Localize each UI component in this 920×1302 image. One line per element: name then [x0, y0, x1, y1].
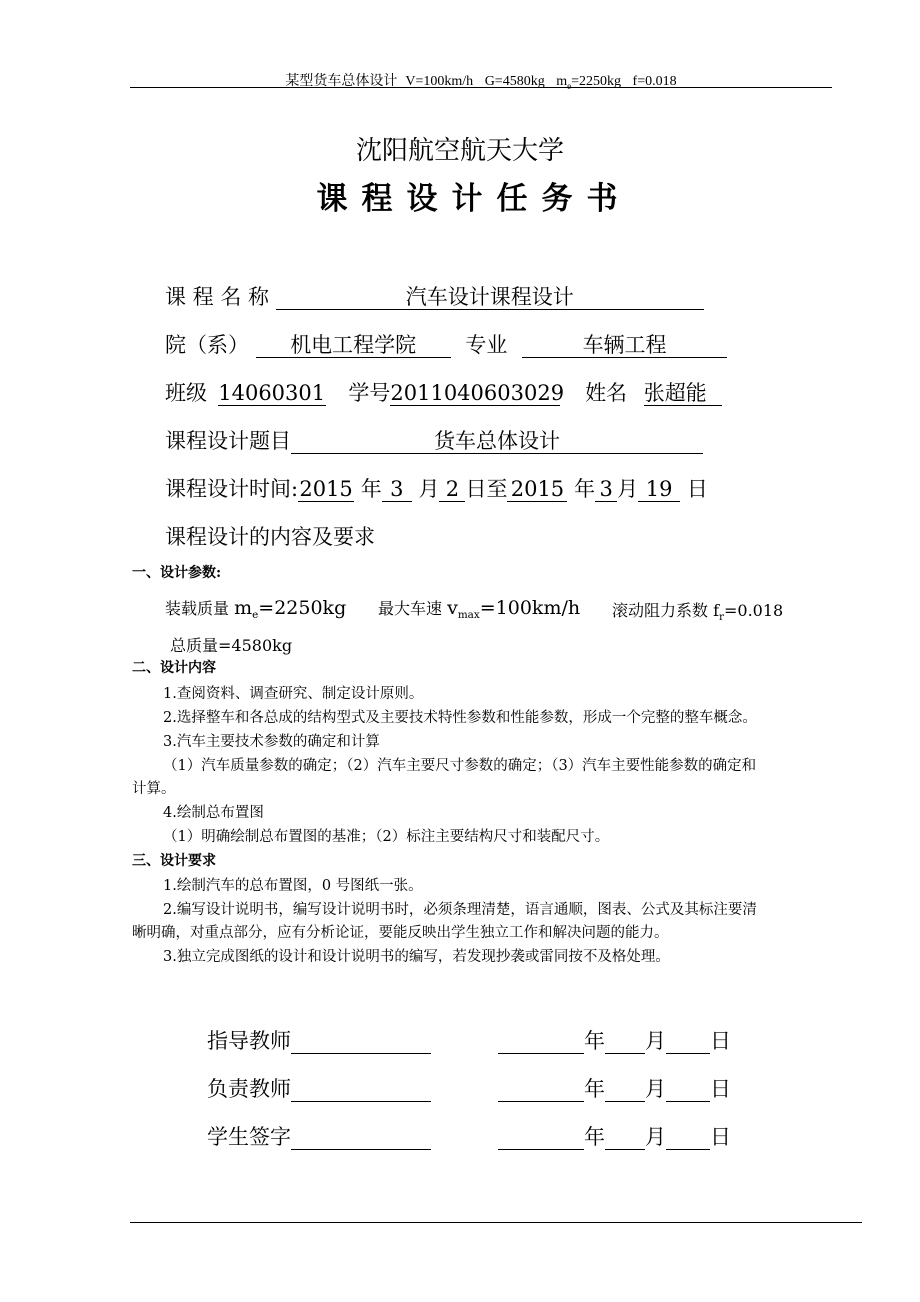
class-label: 班级	[165, 381, 207, 405]
start-day: 2	[439, 477, 465, 502]
start-month: 3	[382, 477, 412, 502]
header-speed: V=100km/h	[405, 74, 474, 89]
footer-rule	[130, 1222, 862, 1223]
list-item: 1.绘制汽车的总布置图，0 号图纸一张。	[163, 878, 423, 894]
date-row: 年 月 日	[498, 1025, 731, 1055]
header-load: $m_e=2250kg$	[556, 74, 622, 91]
list-item: （1）明确绘制总布置图的基准；（2）标注主要结构尺寸和装配尺寸。	[163, 829, 610, 845]
time-label: 课程设计时间:	[165, 477, 299, 501]
department-value: 机电工程学院	[256, 333, 451, 358]
year-char: 年	[360, 477, 382, 501]
max-speed: 最大车速 $v_{max}=100km/h$	[378, 597, 581, 622]
month-char: 月	[418, 477, 440, 501]
topic-row	[165, 425, 703, 455]
major-label: 专业	[465, 333, 508, 357]
student-id-value: 2011040603029	[390, 381, 565, 405]
start-year: 2015	[299, 477, 353, 501]
signature-label: 负责教师	[207, 1077, 291, 1101]
list-item: 3.汽车主要技术参数的确定和计算	[163, 734, 380, 750]
date-month-blank[interactable]	[605, 1077, 645, 1102]
header-friction: f=0.018	[632, 74, 677, 89]
date-day-blank[interactable]	[666, 1029, 710, 1054]
course-name-label: 课 程 名 称	[165, 285, 270, 309]
day-char: 日	[686, 477, 708, 501]
class-row	[165, 377, 722, 407]
year-char: 年	[574, 477, 596, 501]
section2-heading: 二、设计内容	[132, 660, 216, 676]
list-item: 3.独立完成图纸的设计和设计说明书的编写，若发现抄袭或雷同按不及格处理。	[163, 949, 670, 965]
date-day-blank[interactable]	[666, 1125, 710, 1150]
signature-label: 学生签字	[207, 1125, 291, 1149]
course-name-value: 汽车设计课程设计	[276, 285, 704, 310]
list-item: 4.绘制总布置图	[163, 805, 264, 821]
load-mass: 装载质量 $m_e=2250kg$	[165, 597, 347, 622]
date-month-blank[interactable]	[605, 1125, 645, 1150]
document-title: 课程设计任务书	[316, 181, 632, 217]
signature-row-student	[207, 1121, 431, 1151]
signature-row-responsible	[207, 1073, 431, 1103]
class-value: 14060301	[218, 381, 326, 405]
content-heading: 课程设计的内容及要求	[165, 525, 375, 549]
list-item: 1.查阅资料、调查研究、制定设计原则。	[163, 686, 424, 702]
end-day: 19	[638, 477, 680, 502]
to-char: 日至	[465, 477, 508, 501]
header-weight: G=4580kg	[484, 74, 545, 89]
list-item: 2.编写设计说明书，编写设计说明书时，必须条理清楚，语言通顺，图表、公式及其标注要清	[163, 902, 757, 918]
list-item: 计算。	[132, 781, 176, 797]
topic-label: 课程设计题目	[165, 429, 291, 453]
date-month-blank[interactable]	[605, 1029, 645, 1054]
date-day-blank[interactable]	[666, 1077, 710, 1102]
end-year: 2015	[507, 477, 567, 502]
header-title: 某型货车总体设计	[285, 74, 398, 89]
date-row: 年 月 日	[498, 1121, 731, 1151]
topic-value: 货车总体设计	[291, 429, 703, 454]
signature-blank[interactable]	[291, 1029, 431, 1054]
section3-heading: 三、设计要求	[132, 853, 216, 869]
course-name-row	[165, 281, 704, 311]
signature-row-supervisor	[207, 1025, 431, 1055]
month-char: 月	[617, 477, 639, 501]
date-year-blank[interactable]	[498, 1125, 584, 1150]
total-mass: 总质量=4580kg	[170, 636, 293, 655]
signature-blank[interactable]	[291, 1125, 431, 1150]
end-month: 3	[595, 477, 617, 502]
rolling-resistance: 滚动阻力系数 $f_r=0.018$	[612, 601, 784, 624]
student-name-label: 姓名	[585, 381, 628, 405]
time-row	[165, 473, 708, 503]
list-item: 2.选择整车和各总成的结构型式及主要技术特性参数和性能参数，形成一个完整的整车概念。	[163, 710, 757, 726]
major-value: 车辆工程	[522, 333, 727, 358]
date-row: 年 月 日	[498, 1073, 731, 1103]
list-item: 晰明确，对重点部分，应有分析论证，要能反映出学生独立工作和解决问题的能力。	[132, 925, 669, 941]
date-year-blank[interactable]	[498, 1029, 584, 1054]
university-name: 沈阳航空航天大学	[355, 136, 564, 166]
date-year-blank[interactable]	[498, 1077, 584, 1102]
signature-blank[interactable]	[291, 1077, 431, 1102]
department-row	[165, 329, 727, 359]
student-name-value: 张超能	[644, 381, 722, 406]
list-item: （1）汽车质量参数的确定；（2）汽车主要尺寸参数的确定；（3）汽车主要性能参数的确定和	[163, 758, 757, 774]
student-id-label: 学号	[348, 381, 391, 405]
section1-heading: 一、设计参数:	[132, 565, 222, 581]
header-rule	[130, 87, 832, 88]
signature-label: 指导教师	[207, 1029, 291, 1053]
department-label: 院（系）	[165, 333, 249, 357]
